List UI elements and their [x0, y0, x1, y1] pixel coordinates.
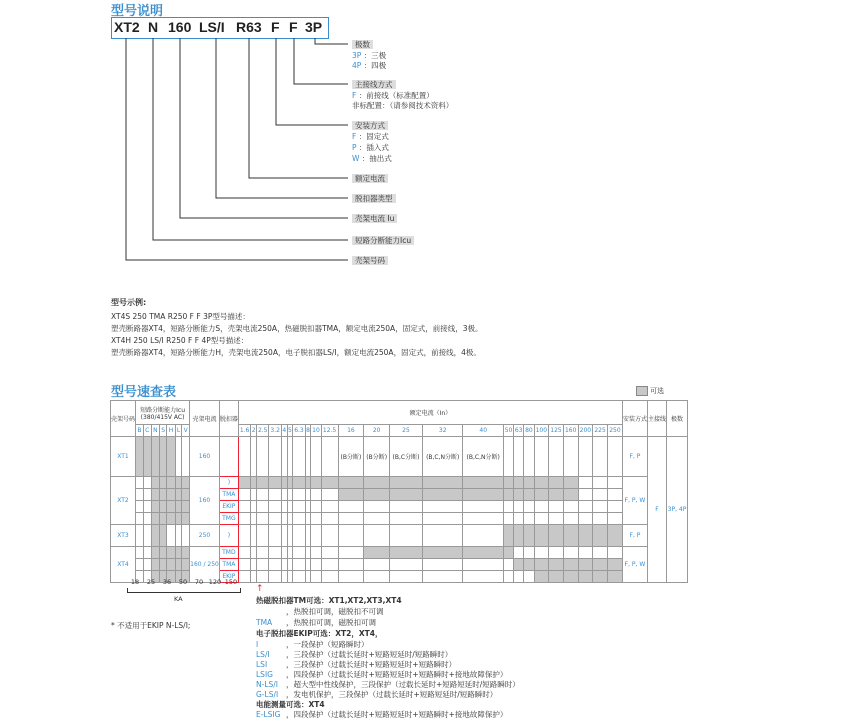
examples-title: 型号示例:	[111, 298, 147, 307]
code-iu: 160	[168, 19, 192, 35]
note-in: (B,C分断)	[390, 437, 423, 477]
row-release: TMA	[219, 559, 238, 571]
legend-mount-p: P ：插入式	[352, 143, 389, 152]
icu-N: N	[151, 425, 159, 437]
row-mount: F, P, W	[622, 547, 647, 583]
row-frame: XT4	[111, 547, 136, 583]
example-line-4: 塑壳断路器XT4，短路分断能力H，壳架电流250A，电子脱扣器LS/I，额定电流250A，固定式，前接线，4极。	[111, 348, 481, 357]
connector-lines	[0, 0, 860, 280]
in-col: 250	[607, 425, 622, 437]
in-col: 1.6	[238, 425, 250, 437]
icu-H: H	[167, 425, 175, 437]
in-col: 25	[390, 425, 423, 437]
legend-poles-title: 极数	[352, 39, 373, 50]
in-col: 63	[514, 425, 524, 437]
h-icu: 短路分断能力Icu (380/415V AC)	[136, 401, 190, 425]
in-col: 4	[281, 425, 287, 437]
in-col: 2	[251, 425, 257, 437]
in-col: 225	[593, 425, 608, 437]
note-in: (B分断)	[338, 437, 364, 477]
in-col: 6.3	[293, 425, 305, 437]
ekip-item: G-LS/I ，发电机保护，三段保护（过载长延时+短路短延时/短路瞬时）	[256, 690, 498, 699]
section-title-quick: 型号速查表	[111, 385, 177, 400]
legend-terminal-f: F ：前接线（标准配置）	[352, 91, 434, 100]
in-col: 200	[578, 425, 593, 437]
footnote: * 不适用于EKIP N-LS/I;	[111, 621, 191, 630]
note-in: (B分断)	[364, 437, 390, 477]
h-poles: 极数	[667, 401, 688, 437]
h-mount: 安装方式	[622, 401, 647, 437]
ekip-title: 电子脱扣器EKIP可选：XT2，XT4，	[256, 629, 383, 638]
arrow-up-icon: ↑	[256, 584, 264, 594]
in-col: 160	[563, 425, 578, 437]
legend-mount-title: 安装方式	[352, 120, 388, 131]
in-col: 10	[311, 425, 321, 437]
poles-val: 3P, 4P	[667, 437, 688, 583]
legend-frame-code: 壳架号码	[352, 255, 388, 266]
section-title-model: 型号说明	[111, 4, 164, 19]
row-frame: XT2	[111, 477, 136, 525]
row-release: TMD	[219, 547, 238, 559]
ekip-item: N-LS/I ，超大型中性线保护，三段保护（过载长延时+短路短延时/短路瞬时）	[256, 680, 520, 689]
in-col: 100	[534, 425, 549, 437]
code-release: LS/I	[199, 19, 225, 35]
row-release-xt1: )	[219, 477, 238, 489]
row-release: EKIP	[219, 571, 238, 583]
legend-available: 可选	[650, 387, 664, 395]
h-terminal: 主接线	[647, 401, 666, 437]
ekip-item: LSI ，三段保护（过载长延时+短路短延时+短路瞬时）	[256, 660, 457, 669]
h-rated: 额定电流（In）	[238, 401, 622, 425]
in-col: 3.2	[269, 425, 281, 437]
quick-table	[110, 400, 688, 583]
in-col: 80	[524, 425, 534, 437]
meter-title: 电能测量可选：XT4	[256, 700, 325, 709]
in-col: 32	[422, 425, 462, 437]
code-rated: R63	[236, 19, 262, 35]
in-col: 12.5	[321, 425, 338, 437]
in-col: 50	[503, 425, 513, 437]
ekip-item: LS/I ，三段保护（过载长延时+短路短延时/短路瞬时）	[256, 650, 453, 659]
legend-poles-4p: 4P ：四极	[352, 61, 387, 70]
ka-bracket	[127, 588, 241, 593]
legend-terminal-title: 主接线方式	[352, 79, 396, 90]
in-col: 5	[287, 425, 293, 437]
legend-frame-current: 壳架电流 Iu	[352, 213, 397, 224]
tm-item: TMA ，热脱扣可调，磁脱扣可调	[256, 618, 376, 627]
row-mount: F, P	[622, 525, 647, 547]
row-mount: F, P, W	[622, 477, 647, 525]
legend-release: 脱扣器类型	[352, 193, 396, 204]
legend-breaking: 短路分断能力Icu	[352, 235, 414, 246]
ka-row: 18 25 36 50 70 120 150	[130, 578, 238, 586]
example-line-3: XT4H 250 LS/I R250 F F 4P型号描述：	[111, 336, 249, 345]
icu-C: C	[143, 425, 151, 437]
in-col: 40	[463, 425, 503, 437]
icu-L: L	[175, 425, 182, 437]
icu-B: B	[136, 425, 144, 437]
code-terminal: F	[289, 19, 298, 35]
row-iu: 250	[190, 525, 220, 547]
in-col: 125	[549, 425, 564, 437]
ekip-item: LSIG ，四段保护（过载长延时+短路短延时+短路瞬时+接地故障保护）	[256, 670, 508, 679]
tm-item: ，热脱扣可调，磁脱扣不可调	[286, 607, 384, 616]
row-frame: XT3	[111, 525, 136, 547]
row-release: EKIP	[219, 501, 238, 513]
in-col: 16	[338, 425, 364, 437]
legend-mount-f: F ：固定式	[352, 132, 389, 141]
row-frame: XT1	[111, 437, 136, 477]
row-release-xt3: )	[219, 525, 238, 547]
h-release: 脱扣器	[219, 401, 238, 437]
row-release: TMG	[219, 513, 238, 525]
in-col: 20	[364, 425, 390, 437]
in-col: 2.5	[257, 425, 269, 437]
note-in: (B,C,N分断)	[422, 437, 462, 477]
icu-S: S	[160, 425, 167, 437]
legend-rated: 额定电流	[352, 173, 388, 184]
row-iu: 160 / 250	[190, 547, 220, 583]
example-line-1: XT4S 250 TMA R250 F F 3P型号描述：	[111, 312, 250, 321]
in-col: 8	[305, 425, 311, 437]
row-mount: F, P	[622, 437, 647, 477]
ekip-item: I ，一段保护（短路瞬时）	[256, 640, 369, 649]
code-icu: N	[148, 19, 159, 35]
example-line-2: 塑壳断路器XT4，短路分断能力S，壳架电流250A，热磁脱扣器TMA，额定电流250A，固定式，前接线，3极。	[111, 324, 483, 333]
legend-poles-3p: 3P ：三极	[352, 51, 387, 60]
row-iu: 160	[190, 477, 220, 525]
code-mount: F	[271, 19, 280, 35]
icu-V: V	[182, 425, 190, 437]
ka-label: KA	[174, 595, 183, 603]
code-frame: XT2	[114, 19, 140, 35]
legend-terminal-note: 非标配置：（请参阅技术资料）	[352, 101, 454, 110]
terminal-val: F	[647, 437, 666, 583]
legend-mount-w: W ：抽出式	[352, 154, 392, 163]
row-release	[219, 437, 238, 477]
code-poles: 3P	[305, 19, 323, 35]
note-in: (B,C,N分断)	[463, 437, 503, 477]
row-iu: 160	[190, 437, 220, 477]
h-iu: 壳架电流	[190, 401, 220, 437]
meter-item: E-LSIG ，四段保护（过载长延时+短路短延时+短路瞬时+接地故障保护）	[256, 710, 508, 719]
h-frame: 壳架号码	[111, 401, 136, 437]
row-release: TMA	[219, 489, 238, 501]
legend-swatch	[636, 386, 648, 396]
tm-title: 热磁脱扣器TM可选：XT1,XT2,XT3,XT4	[256, 596, 402, 605]
